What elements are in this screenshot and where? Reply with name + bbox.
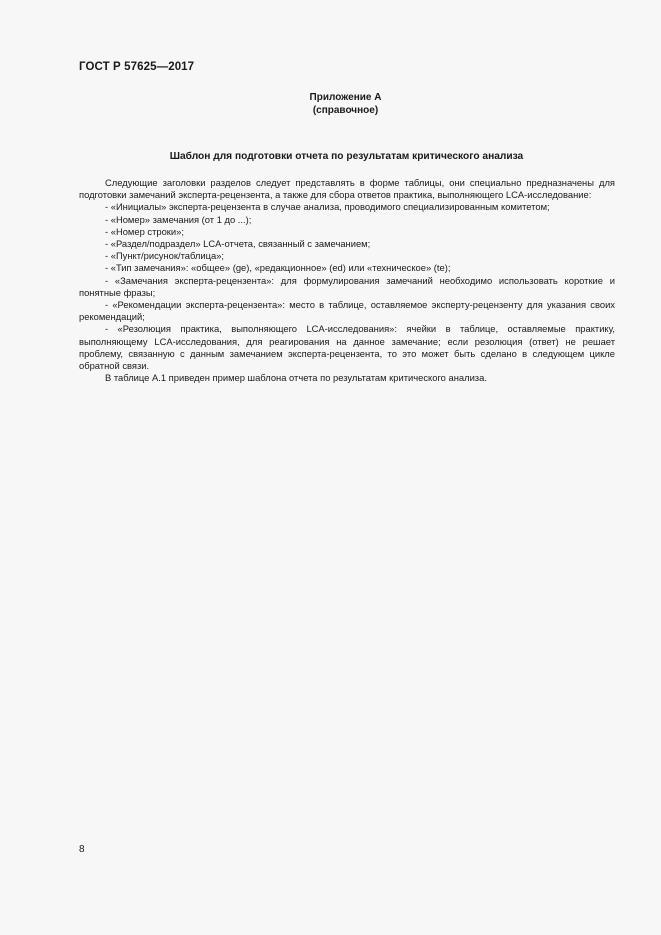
list-item: - «Тип замечания»: «общее» (ge), «редакционное» (ed) или «техническое» (te); (105, 262, 451, 274)
list-item: - «Замечания эксперта-рецензента»: для формулирования замечаний необходимо использовать короткие и понятные фразы; (79, 274, 615, 298)
paragraph: Следующие заголовки разделов следует представлять в форме таблицы, они специально предназначены для подготовки замечаний эксперта-рецензента, а также для сбора ответов практика, выполняющего LCA-исследование: (79, 177, 615, 201)
list-item: - «Инициалы» эксперта-рецензента в случае анализа, проводимого специализированным комитетом; (105, 201, 550, 213)
list-item: - «Номер строки»; (105, 225, 184, 237)
appendix-type: (справочное) (312, 105, 379, 116)
list-item: - «Раздел/подраздел» LCA-отчета, связанный с замечанием; (105, 238, 371, 250)
appendix-label: Приложение А (309, 92, 382, 103)
page-number: 8 (79, 844, 85, 855)
section-title: Шаблон для подготовки отчета по результатам критического анализа (169, 151, 524, 162)
body-text (79, 177, 615, 384)
standard-code: ГОСТ Р 57625—2017 (79, 61, 195, 73)
appendix-heading (0, 91, 661, 117)
list-item: - «Номер» замечания (от 1 до ...); (105, 213, 252, 225)
list-item: - «Резолюция практика, выполняющего LCA-исследования»: ячейки в таблице, оставляемые практику, выполняющему LCA-исследования, для реагирования на данное замечание; если резолюция (ответ) не решает проблему, связанную с данным замечанием эксперта-рецензента, то это может быть сделано в следующем цикле обратной связи. (79, 323, 615, 372)
list-item: - «Пункт/рисунок/таблица»; (105, 250, 225, 262)
paragraph: В таблице А.1 приведен пример шаблона отчета по результатам критического анализа. (105, 372, 487, 384)
list-item: - «Рекомендации эксперта-рецензента»: место в таблице, оставляемое эксперту-рецензенту для указания своих рекомендаций; (79, 299, 615, 323)
